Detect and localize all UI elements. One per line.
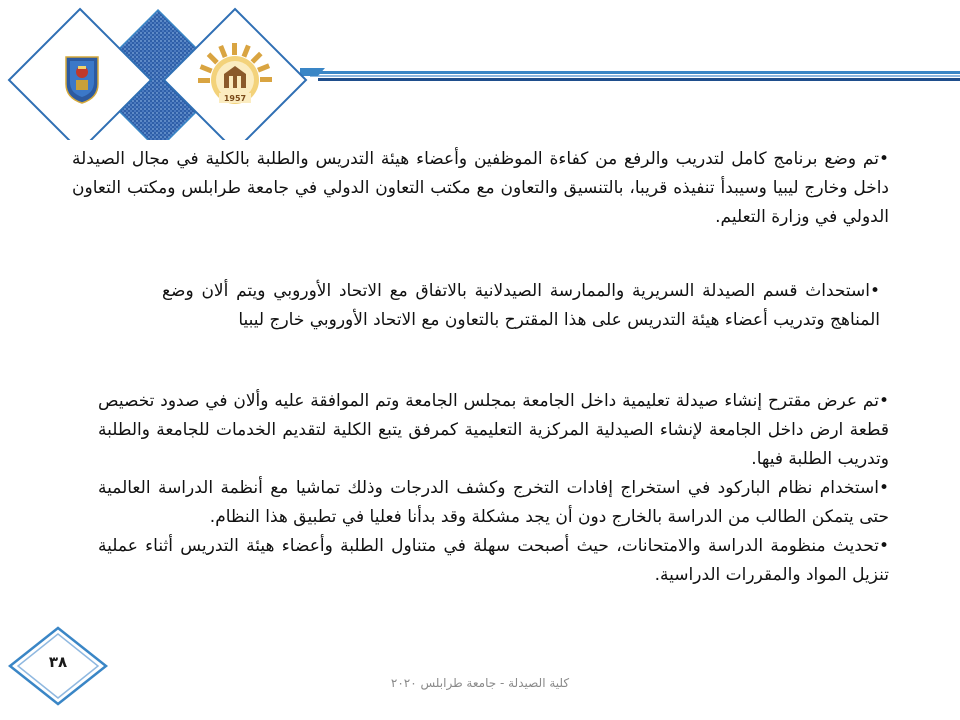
- text-block-international-cooperation: [72, 145, 889, 232]
- paragraph-barcode-system: •استخدام نظام الباركود في استخراج إفادات التخرج وكشف الدرجات وذلك تماشيا مع أنظمة الدراسة العالمية حتى يتمكن الطالب من الدراسة بالخارج دون أن يجد مشكلة وقد بدأنا فعليا في تطبيق هذا النظام.: [98, 478, 889, 527]
- footer-text: كلية الصيدلة - جامعة طرابلس ٢٠٢٠: [390, 676, 570, 690]
- university-shield-logo: [66, 57, 98, 103]
- paragraph-exam-system-update: •تحديث منظومة الدراسة والامتحانات، حيث أصبحت سهلة في متناول الطلبة وأعضاء هيئة التدريس أثناء عملية تنزيل المواد والمقررات الدراسية.: [98, 536, 889, 585]
- header-bars: [300, 68, 960, 81]
- paragraph-clinical-pharmacy-department: •استحداث قسم الصيدلة السريرية والممارسة الصيدلانية بالاتفاق مع الاتحاد الأوروبي ويتم ألان وضع المناهج وتدريب أعضاء هيئة التدريس على هذا المقترح بالتعاون مع الاتحاد الأوروبي خارج ليبيا: [162, 281, 880, 330]
- text-block-clinical-pharmacy: [162, 277, 880, 335]
- header-graphic: [0, 0, 960, 140]
- page-number: ٣٨: [48, 653, 68, 671]
- text-block-facilities-systems: [98, 387, 889, 590]
- logo-year-text: 1957: [223, 94, 247, 103]
- paragraph-training-program: •تم وضع برنامج كامل لتدريب والرفع من كفاءة الموظفين وأعضاء هيئة التدريس والطلبة بالكلية في مجال الصيدلة داخل وخارج ليبيا وسيبدأ تنفيذه قريبا، بالتنسيق والتعاون مع مكتب التعاون الدولي في جامعة طرابلس ومكتب التعاون الدولي في وزارة التعليم.: [72, 149, 889, 227]
- paragraph-teaching-pharmacy: •تم عرض مقترح إنشاء صيدلة تعليمية داخل الجامعة بمجلس الجامعة وتم الموافقة عليه وألان في صدود تخصيص قطعة ارض داخل الجامعة لإنشاء الصيدلية المركزية التعليمية كمرفق يتبع الكلية لتقديم الخدمات للجامعة والطلبة وتدريب الطلبة فيها.: [98, 391, 889, 469]
